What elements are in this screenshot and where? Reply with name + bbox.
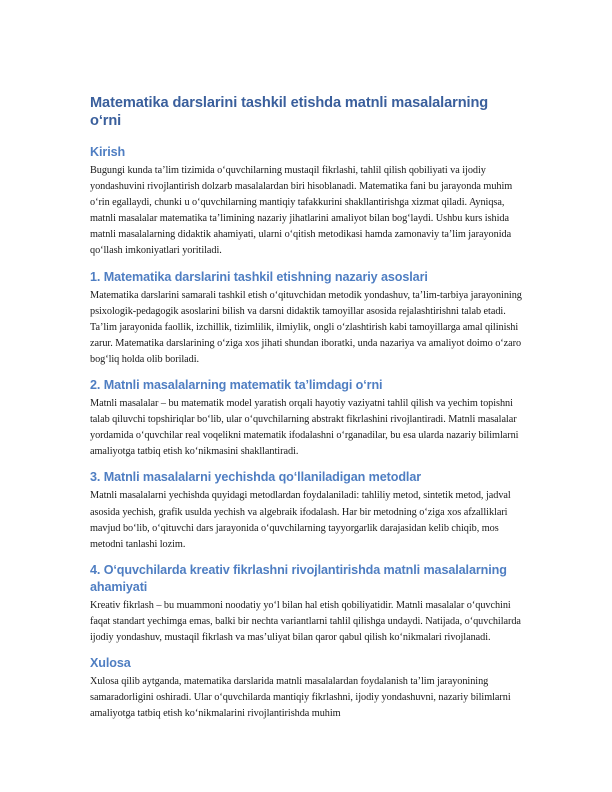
section-2-matnli-masalalar-orni <box>90 377 522 460</box>
section-paragraph: Matnli masalalarni yechishda quyidagi metodlardan foydalaniladi: tahliliy metod, sintetik metod, jadval asosida yechish, grafik usulda yechish va algebraik ifodalash. Har bir metodning o‘ziga xos afzalliklari mavjud bo‘lib, o‘qituvchi dars jarayonida o‘quvchilarning tayyorgarlik darajasidan kelib chiqib, mos metodni tanlashi lozim. <box>90 490 511 550</box>
section-paragraph: Matnli masalalar – bu matematik model yaratish orqali hayotiy vaziyatni tahlil qilish va yechim topishni talab qiluvchi topshiriqlar bo‘lib, ular o‘quvchilarning abstrakt fikrlashini rivojlantiradi. Matnli masalalar yordamida o‘quvchilar real voqelikni matematik ifodalashni o‘rganadilar, bu esa ularda nazariy bilimlarni amaliyotga tatbiq etish ko‘nikmasini shakllantiradi. <box>90 398 519 458</box>
section-heading: 1. Matematika darslarini tashkil etishning nazariy asoslari <box>90 269 428 284</box>
section-paragraph: Matematika darslarini samarali tashkil etish o‘qituvchidan metodik yondashuv, ta’lim-tarbiya jarayonining psixologik-pedagogik asoslarini bilish va darsni didaktik tamoyillar asosida rejalashtirishni talab etadi. Ta’lim jarayonida faollik, izchillik, tizimlilik, ilmiylik, ongli o‘zlashtirish kabi tamoyillarga amal qilinishi zarur. Matematika darslarining o‘ziga xos jihati shundan iboratki, unda nazariya va amaliyot doimo o‘zaro bog‘liq holda olib boriladi. <box>90 289 522 365</box>
document-title: Matematika darslarini tashkil etishda matnli masalalarning o‘rni <box>90 95 489 129</box>
section-heading: 4. O‘quvchilarda kreativ fikrlashni rivojlantirishda matnli masalalarning ahamiyati <box>90 562 507 594</box>
section-heading: Xulosa <box>90 656 131 671</box>
document-page <box>90 94 522 731</box>
section-heading: 3. Matnli masalalarni yechishda qo‘llaniladigan metodlar <box>90 470 422 485</box>
section-xulosa <box>90 655 522 722</box>
section-kirish <box>90 144 522 260</box>
section-paragraph: Kreativ fikrlash – bu muammoni noodatiy yo‘l bilan hal etish qobiliyatidir. Matnli masalalar o‘quvchini faqat standart yechimga emas, balki bir nechta variantlarni tahlil qilishga undaydi. Natijada, o‘quvchilarda ijodiy yondashuv, mustaqil fikrlash va mas’uliyat bilan qaror qabul qilish ko‘nikmalari rivojlanadi. <box>90 599 521 643</box>
section-4-kreativ-fikrlash <box>90 562 522 646</box>
section-heading: Kirish <box>90 145 126 159</box>
section-3-metodlar <box>90 469 522 552</box>
section-1-nazariy-asoslar <box>90 269 522 368</box>
section-heading: 2. Matnli masalalarning matematik ta’limdagi o‘rni <box>90 378 383 393</box>
section-paragraph: Bugungi kunda ta’lim tizimida o‘quvchilarning mustaqil fikrlashi, tahlil qilish qobiliyati va ijodiy yondashuvini rivojlantirish dolzarb masalalardan biri hisoblanadi. Matematika fani bu jarayonda muhim o‘rin egallaydi, chunki u o‘quvchilarning mantiqiy tafakkurini shakllantirishga xizmat qiladi. Ayniqsa, matnli masalalar matematika ta’limining nazariy jihatlarini amaliyot bilan bog‘laydi. Ushbu kurs ishida matnli masalalarning didaktik ahamiyati, ularni o‘qitish metodikasi hamda zamonaviy ta’lim jarayonida qo‘llash imkoniyatlari yoritiladi. <box>90 165 513 257</box>
section-paragraph: Xulosa qilib aytganda, matematika darslarida matnli masalalardan foydalanish ta’lim jarayonining samaradorligini oshiradi. Ular o‘quvchilarda mantiqiy fikrlashni, ijodiy yondashuvni, nazariy bilimlarni amaliyotga tatbiq etish ko‘nikmalarini rivojlantirishda muhim <box>90 676 511 720</box>
